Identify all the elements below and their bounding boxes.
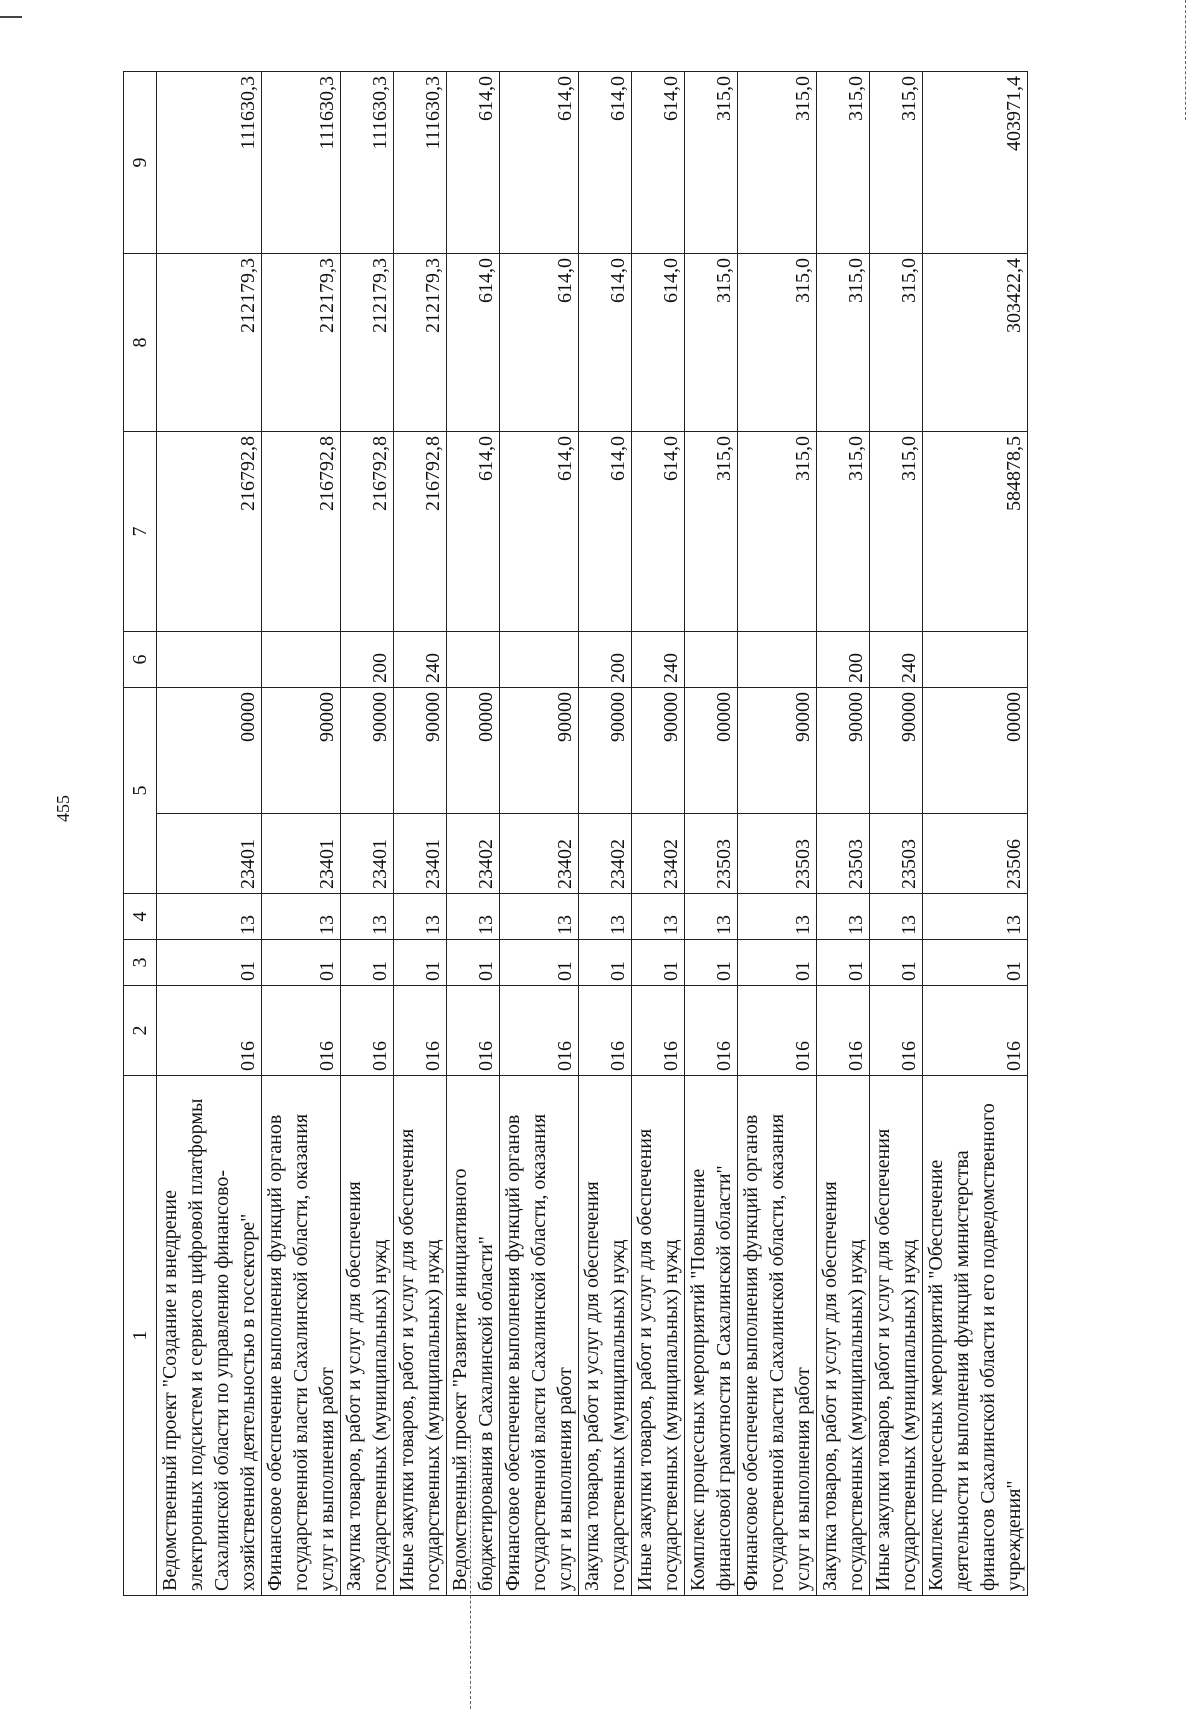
row-col9-cell: 614,0 [500, 72, 579, 254]
header-col-4: 4 [124, 894, 157, 940]
table-row [817, 72, 870, 1596]
row-col8-cell: 212179,3 [262, 254, 341, 432]
row-col6-cell [738, 632, 817, 688]
header-col-9: 9 [124, 72, 157, 254]
scan-mark [0, 16, 22, 18]
row-col9-cell: 614,0 [632, 72, 685, 254]
row-col5-program-cell: 23506 [923, 814, 1028, 894]
row-col5-direction-cell: 90000 [579, 688, 632, 814]
row-col5-program-cell: 23401 [157, 814, 262, 894]
table-row [262, 72, 341, 1596]
row-col7-cell: 315,0 [870, 432, 923, 632]
row-col4-cell: 13 [157, 894, 262, 940]
row-col7-cell: 614,0 [447, 432, 500, 632]
row-col7-cell: 614,0 [500, 432, 579, 632]
row-col8-cell: 614,0 [632, 254, 685, 432]
page-number: 455 [53, 795, 73, 822]
row-col6-cell [923, 632, 1028, 688]
row-col2-cell: 016 [157, 986, 262, 1076]
row-col8-cell: 212179,3 [341, 254, 394, 432]
table-row [685, 72, 738, 1596]
row-col5-direction-cell: 00000 [157, 688, 262, 814]
scan-fold-line [470, 1440, 471, 1709]
row-name-cell: Комплекс процессных мероприятий "Обеспечение деятельности и выполнения функций министерства финансов Сахалинской области и его подведомственного учреждения" [923, 1076, 1028, 1596]
row-col5-direction-cell: 90000 [394, 688, 447, 814]
row-col9-cell: 315,0 [870, 72, 923, 254]
row-col4-cell: 13 [341, 894, 394, 940]
row-col8-cell: 315,0 [738, 254, 817, 432]
row-col6-cell: 200 [579, 632, 632, 688]
row-col5-program-cell: 23402 [447, 814, 500, 894]
row-col8-cell: 315,0 [870, 254, 923, 432]
row-col7-cell: 315,0 [738, 432, 817, 632]
row-col2-cell: 016 [394, 986, 447, 1076]
row-col7-cell: 315,0 [685, 432, 738, 632]
row-col4-cell: 13 [447, 894, 500, 940]
row-col2-cell: 016 [817, 986, 870, 1076]
row-name-cell: Закупка товаров, работ и услуг для обеспечения государственных (муниципальных) нужд [341, 1076, 394, 1596]
row-name-cell: Закупка товаров, работ и услуг для обеспечения государственных (муниципальных) нужд [817, 1076, 870, 1596]
row-col3-cell: 01 [870, 940, 923, 986]
table-row [870, 72, 923, 1596]
row-name-cell: Финансовое обеспечение выполнения функций органов государственной власти Сахалинской области, оказания услуг и выполнения работ [500, 1076, 579, 1596]
row-col6-cell [685, 632, 738, 688]
row-col5-direction-cell: 00000 [685, 688, 738, 814]
row-col3-cell: 01 [685, 940, 738, 986]
table-row [341, 72, 394, 1596]
row-col6-cell: 240 [394, 632, 447, 688]
row-col3-cell: 01 [157, 940, 262, 986]
row-col5-direction-cell: 00000 [923, 688, 1028, 814]
row-col5-direction-cell: 90000 [870, 688, 923, 814]
header-col-5: 5 [124, 688, 157, 894]
header-col-2: 2 [124, 986, 157, 1076]
row-name-cell: Иные закупки товаров, работ и услуг для обеспечения государственных (муниципальных) нужд [870, 1076, 923, 1596]
row-col3-cell: 01 [394, 940, 447, 986]
row-name-cell: Финансовое обеспечение выполнения функций органов государственной власти Сахалинской области, оказания услуг и выполнения работ [738, 1076, 817, 1596]
row-col5-direction-cell: 90000 [262, 688, 341, 814]
header-col-7: 7 [124, 432, 157, 632]
row-col9-cell: 111630,3 [157, 72, 262, 254]
header-col-8: 8 [124, 254, 157, 432]
row-col2-cell: 016 [262, 986, 341, 1076]
row-col2-cell: 016 [685, 986, 738, 1076]
row-col4-cell: 13 [738, 894, 817, 940]
row-col6-cell [447, 632, 500, 688]
row-col6-cell: 200 [817, 632, 870, 688]
table-row [394, 72, 447, 1596]
row-col4-cell: 13 [262, 894, 341, 940]
row-col7-cell: 614,0 [579, 432, 632, 632]
row-col9-cell: 614,0 [447, 72, 500, 254]
table-header [124, 72, 157, 1596]
row-col9-cell: 315,0 [738, 72, 817, 254]
header-col-6: 6 [124, 632, 157, 688]
table-row [447, 72, 500, 1596]
header-col-1: 1 [124, 1076, 157, 1596]
row-col8-cell: 303422,4 [923, 254, 1028, 432]
scan-fold-line [1185, 0, 1186, 120]
row-col2-cell: 016 [632, 986, 685, 1076]
row-name-cell: Ведомственный проект "Создание и внедрение электронных подсистем и сервисов цифровой платформы Сахалинской области по управлению финансово-хозяйственной деятельностью в госсекторе" [157, 1076, 262, 1596]
row-col5-program-cell: 23402 [500, 814, 579, 894]
row-col6-cell [500, 632, 579, 688]
row-col4-cell: 13 [500, 894, 579, 940]
row-col7-cell: 216792,8 [341, 432, 394, 632]
row-col4-cell: 13 [579, 894, 632, 940]
row-col2-cell: 016 [447, 986, 500, 1076]
row-col4-cell: 13 [870, 894, 923, 940]
row-col9-cell: 315,0 [685, 72, 738, 254]
row-col6-cell: 240 [870, 632, 923, 688]
row-col8-cell: 212179,3 [157, 254, 262, 432]
row-col3-cell: 01 [447, 940, 500, 986]
row-col2-cell: 016 [341, 986, 394, 1076]
row-col8-cell: 212179,3 [394, 254, 447, 432]
row-col5-direction-cell: 90000 [817, 688, 870, 814]
row-col4-cell: 13 [817, 894, 870, 940]
row-col6-cell [262, 632, 341, 688]
row-col6-cell: 240 [632, 632, 685, 688]
row-col8-cell: 315,0 [817, 254, 870, 432]
row-col2-cell: 016 [738, 986, 817, 1076]
row-col8-cell: 614,0 [500, 254, 579, 432]
row-col5-program-cell: 23401 [341, 814, 394, 894]
row-col3-cell: 01 [632, 940, 685, 986]
row-col4-cell: 13 [685, 894, 738, 940]
table-row [579, 72, 632, 1596]
row-col2-cell: 016 [500, 986, 579, 1076]
row-col4-cell: 13 [394, 894, 447, 940]
row-col9-cell: 111630,3 [394, 72, 447, 254]
table-row [632, 72, 685, 1596]
row-col3-cell: 01 [500, 940, 579, 986]
row-col7-cell: 614,0 [632, 432, 685, 632]
row-col4-cell: 13 [923, 894, 1028, 940]
row-col9-cell: 403971,4 [923, 72, 1028, 254]
row-col5-program-cell: 23402 [632, 814, 685, 894]
row-col7-cell: 584878,5 [923, 432, 1028, 632]
row-col7-cell: 315,0 [817, 432, 870, 632]
row-col9-cell: 111630,3 [262, 72, 341, 254]
row-col3-cell: 01 [923, 940, 1028, 986]
row-col4-cell: 13 [632, 894, 685, 940]
row-col9-cell: 315,0 [817, 72, 870, 254]
row-col3-cell: 01 [738, 940, 817, 986]
row-col3-cell: 01 [817, 940, 870, 986]
row-col2-cell: 016 [870, 986, 923, 1076]
row-name-cell: Комплекс процессных мероприятий "Повышение финансовой грамотности в Сахалинской области" [685, 1076, 738, 1596]
row-col5-direction-cell: 90000 [738, 688, 817, 814]
row-col9-cell: 111630,3 [341, 72, 394, 254]
budget-table [123, 71, 1028, 1596]
row-col3-cell: 01 [579, 940, 632, 986]
row-col5-program-cell: 23503 [870, 814, 923, 894]
row-name-cell: Иные закупки товаров, работ и услуг для обеспечения государственных (муниципальных) нужд [394, 1076, 447, 1596]
row-col7-cell: 216792,8 [262, 432, 341, 632]
row-name-cell: Закупка товаров, работ и услуг для обеспечения государственных (муниципальных) нужд [579, 1076, 632, 1596]
table-row [500, 72, 579, 1596]
row-col5-program-cell: 23503 [817, 814, 870, 894]
row-col5-program-cell: 23402 [579, 814, 632, 894]
table-row [157, 72, 262, 1596]
row-col3-cell: 01 [262, 940, 341, 986]
table-body [157, 72, 1028, 1596]
row-col2-cell: 016 [923, 986, 1028, 1076]
row-col5-direction-cell: 90000 [341, 688, 394, 814]
row-name-cell: Финансовое обеспечение выполнения функций органов государственной власти Сахалинской области, оказания услуг и выполнения работ [262, 1076, 341, 1596]
row-col3-cell: 01 [341, 940, 394, 986]
row-col7-cell: 216792,8 [157, 432, 262, 632]
row-col5-direction-cell: 90000 [500, 688, 579, 814]
row-col5-program-cell: 23401 [262, 814, 341, 894]
table-row [923, 72, 1028, 1596]
row-col9-cell: 614,0 [579, 72, 632, 254]
row-col6-cell [157, 632, 262, 688]
row-col5-direction-cell: 00000 [447, 688, 500, 814]
table-container [123, 72, 1023, 1596]
row-col5-program-cell: 23401 [394, 814, 447, 894]
row-col8-cell: 315,0 [685, 254, 738, 432]
row-col5-program-cell: 23503 [738, 814, 817, 894]
row-name-cell: Ведомственный проект "Развитие инициативного бюджетирования в Сахалинской области" [447, 1076, 500, 1596]
row-col5-direction-cell: 90000 [632, 688, 685, 814]
row-col6-cell: 200 [341, 632, 394, 688]
row-col8-cell: 614,0 [579, 254, 632, 432]
row-col8-cell: 614,0 [447, 254, 500, 432]
table-row [738, 72, 817, 1596]
row-col7-cell: 216792,8 [394, 432, 447, 632]
row-col5-program-cell: 23503 [685, 814, 738, 894]
header-col-3: 3 [124, 940, 157, 986]
row-name-cell: Иные закупки товаров, работ и услуг для обеспечения государственных (муниципальных) нужд [632, 1076, 685, 1596]
row-col2-cell: 016 [579, 986, 632, 1076]
